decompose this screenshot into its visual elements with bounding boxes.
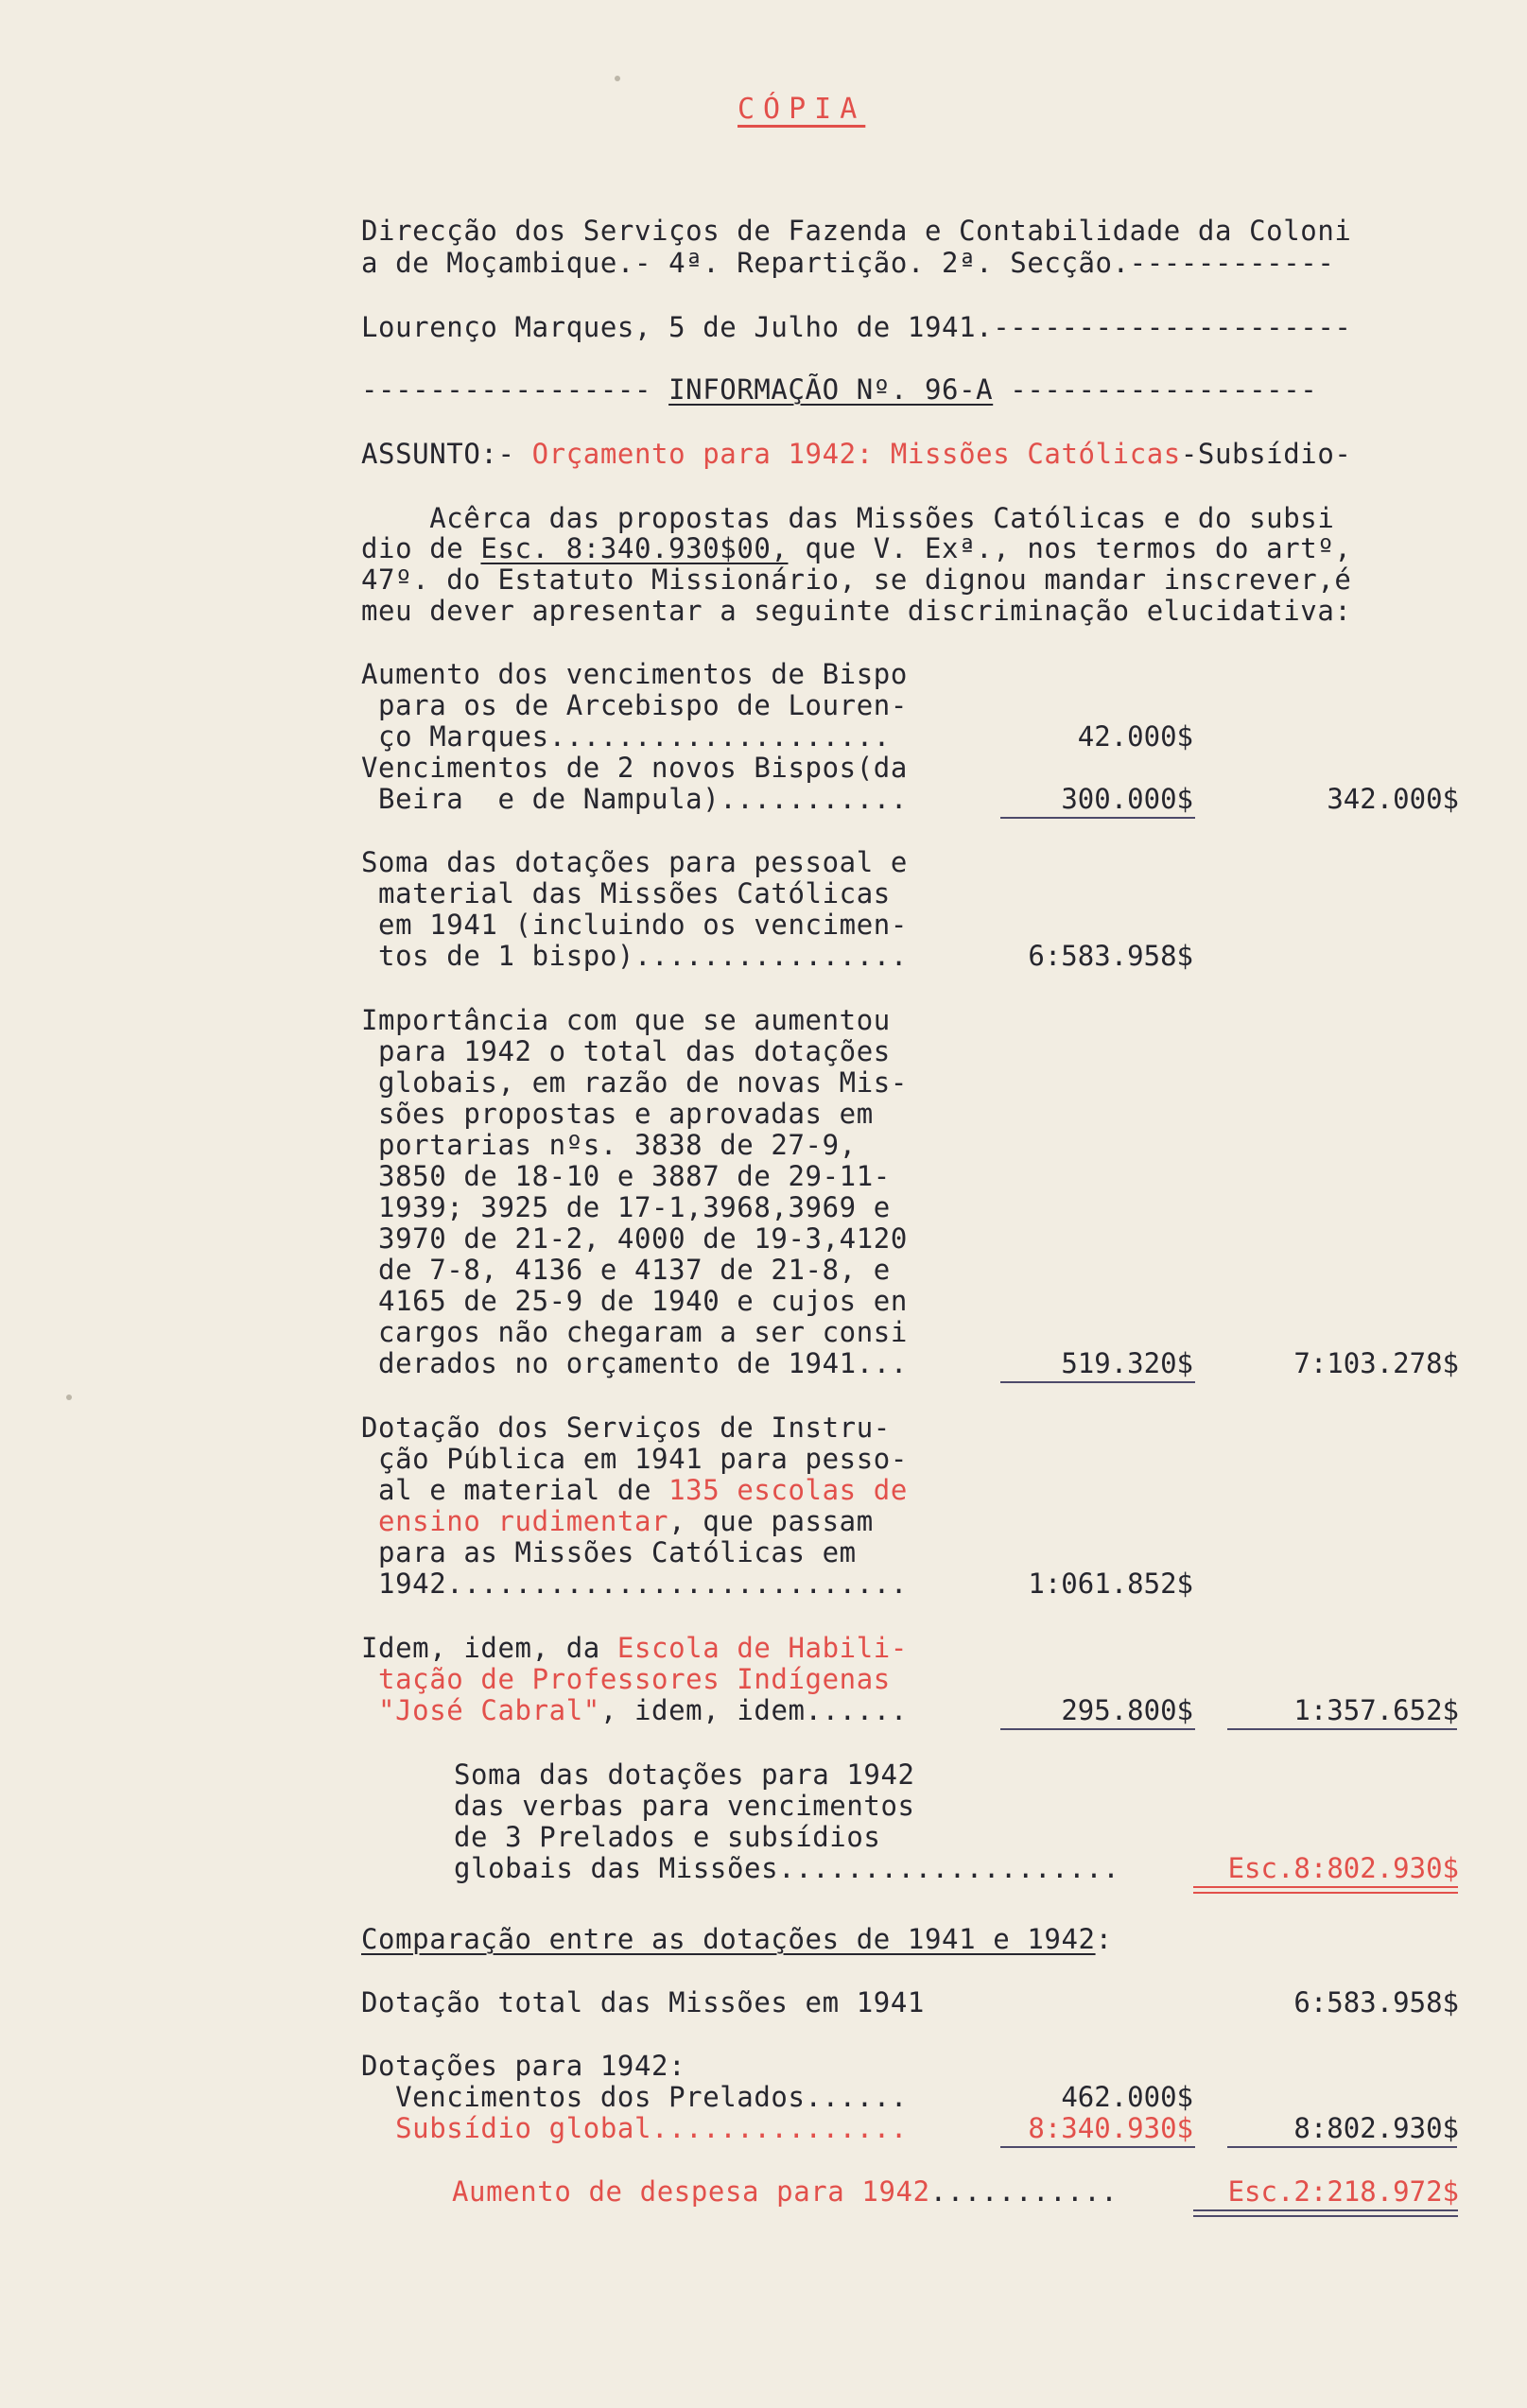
intro-line-4: meu dever apresentar a seguinte discriminação elucidativa:: [361, 595, 1352, 627]
paper-speck: [66, 1395, 72, 1400]
info-title: INFORMAÇÃO Nº. 96-A: [668, 373, 994, 406]
item-e-value: 1:061.852$: [1028, 1568, 1193, 1600]
header-line-1: Direcção dos Serviços de Fazenda e Contabilidade da Coloni: [361, 215, 1352, 247]
subtotal-rule: [1000, 1728, 1195, 1730]
item-d-line-12: derados no orçamento de 1941...: [361, 1347, 908, 1379]
subsidy-amount: Esc. 8:340.930$00,: [480, 532, 789, 564]
grand-total-value: Esc.8:802.930$: [1227, 1852, 1459, 1884]
item-a-value: 42.000$: [1077, 720, 1193, 753]
item-d-line-2: para 1942 o total das dotações: [361, 1035, 891, 1067]
item-a-line-2: para os de Arcebispo de Louren-: [361, 689, 908, 721]
item-cd-total: 7:103.278$: [1293, 1347, 1459, 1379]
sum-line-1: Soma das dotações para 1942: [454, 1758, 915, 1791]
subject-line: ASSUNTO:- Orçamento para 1942: Missões Católicas-Subsídio-: [361, 438, 1352, 470]
item-ab-total: 342.000$: [1327, 783, 1459, 815]
item-c-line-4: tos de 1 bispo)................: [361, 940, 908, 972]
item-e-line-1: Dotação dos Serviços de Instru-: [361, 1412, 891, 1444]
total-1942-value: 8:802.930$: [1293, 2112, 1459, 2144]
item-d-value: 519.320$: [1061, 1347, 1193, 1379]
item-a-line-3: ço Marques....................: [361, 720, 891, 753]
aumento-line: Aumento de despesa para 1942...........: [452, 2175, 1119, 2208]
aumento-rule: [1193, 2209, 1458, 2211]
item-b-line-1: Vencimentos de 2 novos Bispos(da: [361, 752, 908, 784]
comparison-heading: Comparação entre as dotações de 1941 e 1942:: [361, 1923, 1113, 1955]
item-e-line-6: 1942...........................: [361, 1568, 908, 1600]
item-d-line-3: globais, em razão de novas Mis-: [361, 1066, 908, 1099]
paper-speck: [615, 76, 620, 81]
dotacoes-1942-label: Dotações para 1942:: [361, 2050, 686, 2082]
subsidio-label: Subsídio global...............: [361, 2112, 908, 2144]
prelados-value: 462.000$: [1061, 2081, 1193, 2113]
intro-line-1: Acêrca das propostas das Missões Católicas e do subsi: [361, 502, 1335, 534]
document-title: CÓPIA: [737, 93, 866, 126]
item-d-line-10: 4165 de 25-9 de 1940 e cujos en: [361, 1285, 908, 1317]
total-rule: [1227, 2146, 1457, 2148]
grand-total-rule: [1193, 1886, 1458, 1888]
item-a-line-1: Aumento dos vencimentos de Bispo: [361, 658, 908, 690]
aumento-value: Esc.2:218.972$: [1227, 2175, 1459, 2208]
subtotal-rule: [1000, 817, 1195, 819]
intro-line-2: dio de Esc. 8:340.930$00, que V. Exª., nos termos do artº,: [361, 532, 1352, 564]
item-b-value: 300.000$: [1061, 783, 1193, 815]
sum-line-4: globais das Missões....................: [454, 1852, 1120, 1884]
total-1941-value: 6:583.958$: [1293, 1986, 1459, 2018]
item-f-line-1: Idem, idem, da Escola de Habili-: [361, 1632, 908, 1664]
total-rule: [1227, 1728, 1457, 1730]
header-line-2: a de Moçambique.- 4ª. Repartição. 2ª. Secção.------------: [361, 247, 1335, 279]
item-c-line-3: em 1941 (incluindo os vencimen-: [361, 909, 908, 941]
total-1941-label: Dotação total das Missões em 1941: [361, 1986, 925, 2018]
subject-text: Orçamento para 1942: Missões Católicas: [531, 438, 1181, 470]
subsidio-value: 8:340.930$: [1028, 2112, 1193, 2144]
item-f-line-3: "José Cabral", idem, idem......: [361, 1694, 908, 1726]
subtotal-rule: [1000, 2146, 1195, 2148]
aumento-rule: [1193, 2215, 1458, 2217]
grand-total-rule: [1193, 1892, 1458, 1894]
date-line: Lourenço Marques, 5 de Julho de 1941.---------------------: [361, 311, 1352, 343]
sum-line-3: de 3 Prelados e subsídios: [454, 1821, 881, 1853]
item-e-line-2: ção Pública em 1941 para pesso-: [361, 1443, 908, 1475]
prelados-label: Vencimentos dos Prelados......: [361, 2081, 908, 2113]
item-c-line-2: material das Missões Católicas: [361, 877, 891, 909]
item-d-line-7: 1939; 3925 de 17-1,3968,3969 e: [361, 1191, 891, 1223]
info-line: ----------------- INFORMAÇÃO Nº. 96-A ------------------: [361, 373, 1318, 406]
item-f-value: 295.800$: [1061, 1694, 1193, 1726]
item-c-line-1: Soma das dotações para pessoal e: [361, 846, 908, 878]
sum-line-2: das verbas para vencimentos: [454, 1790, 915, 1822]
item-f-line-2: tação de Professores Indígenas: [361, 1663, 891, 1695]
item-d-line-9: de 7-8, 4136 e 4137 de 21-8, e: [361, 1254, 891, 1286]
item-d-line-6: 3850 de 18-10 e 3887 de 29-11-: [361, 1160, 891, 1192]
intro-line-3: 47º. do Estatuto Missionário, se dignou mandar inscrever,é: [361, 563, 1352, 596]
subtotal-rule: [1000, 1381, 1195, 1383]
item-b-line-2: Beira e de Nampula)...........: [361, 783, 908, 815]
item-d-line-8: 3970 de 21-2, 4000 de 19-3,4120: [361, 1222, 908, 1255]
item-d-line-11: cargos não chegaram a ser consi: [361, 1316, 908, 1348]
item-d-line-4: sões propostas e aprovadas em: [361, 1098, 874, 1130]
item-ef-total: 1:357.652$: [1293, 1694, 1459, 1726]
item-c-value: 6:583.958$: [1028, 940, 1193, 972]
item-d-line-5: portarias nºs. 3838 de 27-9,: [361, 1129, 857, 1161]
item-e-line-4: ensino rudimentar, que passam: [361, 1505, 874, 1537]
item-e-line-5: para as Missões Católicas em: [361, 1536, 857, 1568]
item-d-line-1: Importância com que se aumentou: [361, 1004, 891, 1036]
item-e-line-3: al e material de 135 escolas de: [361, 1474, 908, 1506]
